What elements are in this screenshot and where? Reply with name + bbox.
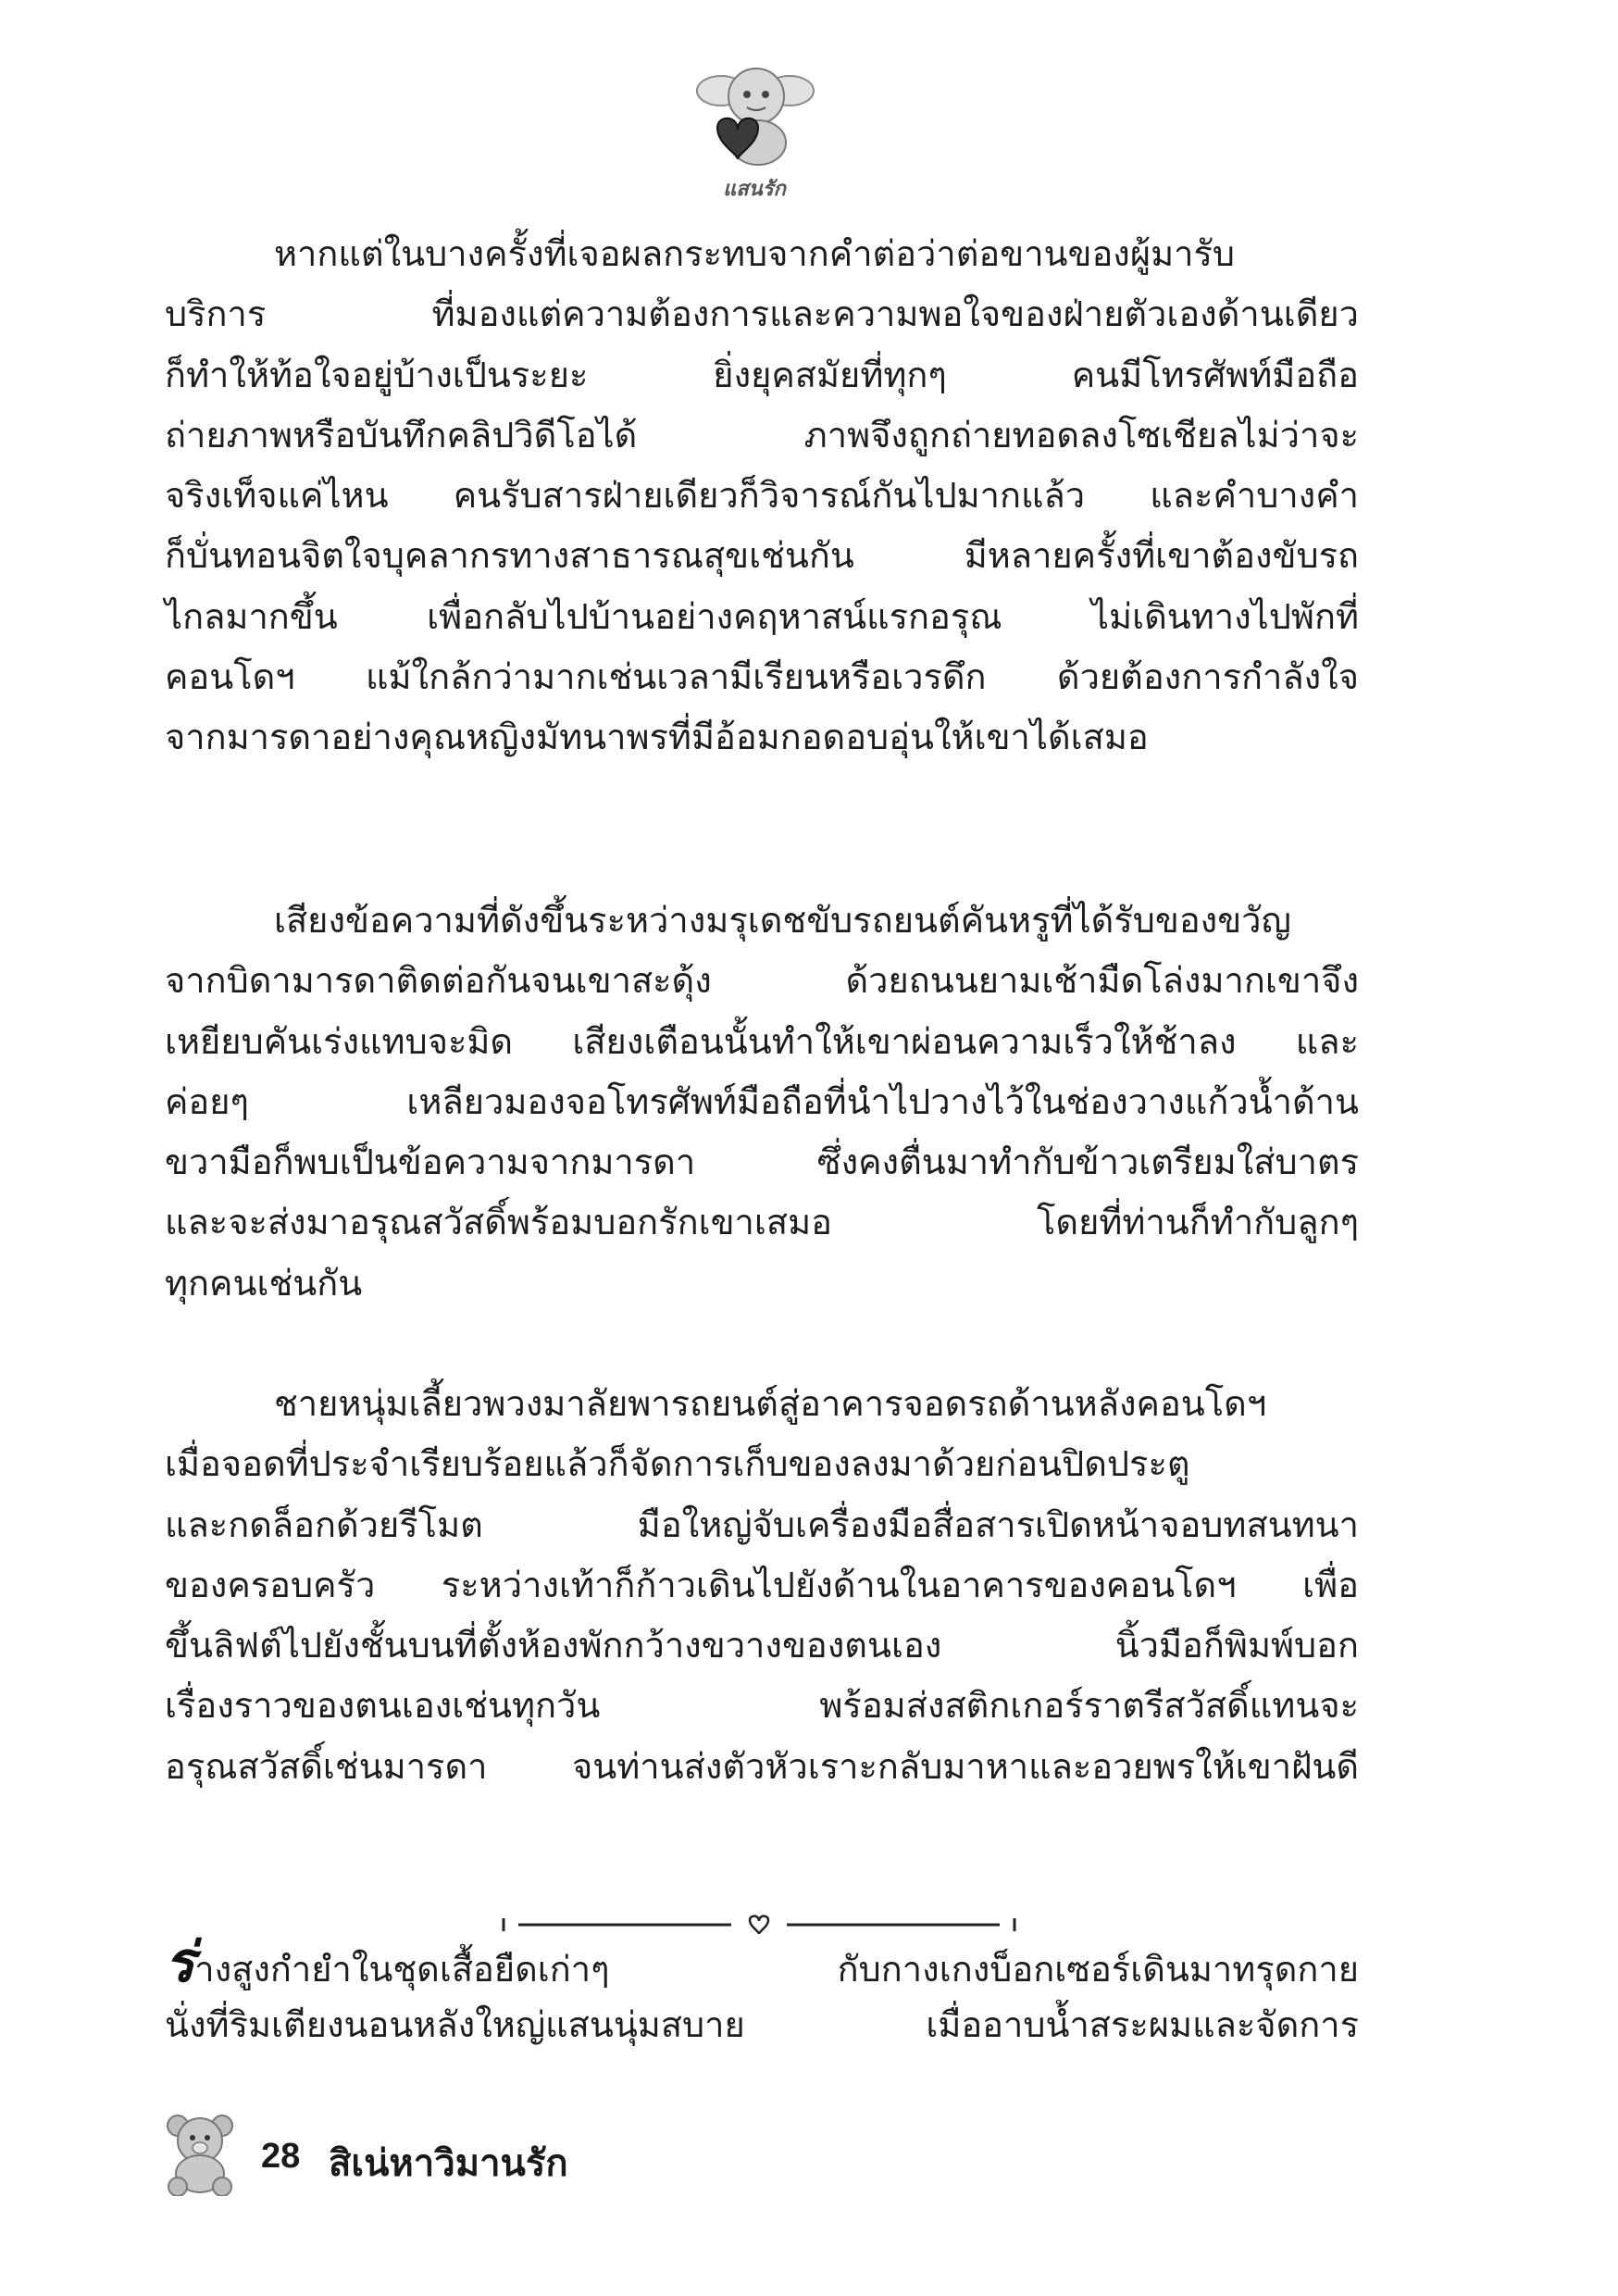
text-line: ของครอบครัว ระหว่างเท้าก็ก้าวเดินไปยังด้านในอาคารของคอนโดฯ เพื่อ	[165, 1564, 1359, 1605]
teddy-bear-icon	[157, 2113, 245, 2196]
text-line: เหยียบคันเร่งแทบจะมิด เสียงเตือนนั้นทำให้เขาผ่อนความเร็วให้ช้าลง และ	[165, 1020, 1359, 1062]
text-line: เมื่อจอดที่ประจำเรียบร้อยแล้วก็จัดการเก็บของลงมาด้วยก่อนปิดประตู	[165, 1443, 1190, 1485]
text-line: ทุกคนเช่นกัน	[165, 1262, 363, 1304]
paragraph-4	[165, 1930, 1359, 2056]
text-line: ค่อยๆ เหลียวมองจอโทรศัพท์มือถือที่นำไปวางไว้ในช่องวางแก้วน้ำด้าน	[165, 1080, 1359, 1122]
text-line: ถ่ายภาพหรือบันทึกคลิปวิดีโอได้ ภาพจึงถูกถ่ายทอดลงโซเชียลไม่ว่าจะ	[165, 414, 1359, 455]
text-line: หากแต่ในบางครั้งที่เจอผลกระทบจากคำต่อว่าต่อขานของผู้มารับ	[274, 233, 1236, 274]
page-footer	[157, 2113, 805, 2196]
text-line: ก็ทำให้ท้อใจอยู่บ้างเป็นระยะ ยิ่งยุคสมัยที่ทุกๆ คนมีโทรศัพท์มือถือ	[165, 354, 1359, 395]
text-line: ชายหนุ่มเลี้ยวพวงมาลัยพารถยนต์สู่อาคารจอดรถด้านหลังคอนโดฯ	[274, 1383, 1267, 1424]
header-logo	[690, 54, 819, 201]
text-line: ก็บั่นทอนจิตใจบุคลากรทางสาธารณสุขเช่นกัน มีหลายครั้งที่เขาต้องขับรถ	[165, 535, 1359, 577]
text-line: และกดล็อกด้วยรีโมต มือใหญ่จับเครื่องมือสื่อสารเปิดหน้าจอบทสนทนา	[165, 1504, 1359, 1545]
text-line: เรื่องราวของตนเองเช่นทุกวัน พร้อมส่งสติกเกอร์ราตรีสวัสดิ์แทนจะ	[165, 1685, 1359, 1727]
text-line: จากบิดามารดาติดต่อกันจนเขาสะดุ้ง ด้วยถนนยามเช้ามืดโล่งมากเขาจึง	[165, 960, 1359, 1002]
paragraph-1	[165, 224, 1359, 768]
text-line: คอนโดฯ แม้ใกล้กว่ามากเช่นเวลามีเรียนหรือเวรดึก ด้วยต้องการกำลังใจ	[165, 656, 1359, 698]
text-line: ขึ้นลิฟต์ไปยังชั้นบนที่ตั้งห้องพักกว้างขวางของตนเอง นิ้วมือก็พิมพ์บอก	[165, 1625, 1359, 1666]
cherub-heart-icon	[690, 54, 819, 174]
text-line: และจะส่งมาอรุณสวัสดิ์พร้อมบอกรักเขาเสมอ โดยที่ท่านก็ทำกับลูกๆ	[165, 1202, 1359, 1243]
text-line-rest: างสูงกำยำในชุดเสื้อยืดเก่าๆ กับกางเกงบ็อกเซอร์เดินมาทรุดกาย	[194, 1949, 1359, 1990]
text-line: อรุณสวัสดิ์เช่นมารดา จนท่านส่งตัวหัวเราะกลับมาหาและอวยพรให้เขาฝันดี	[165, 1745, 1359, 1787]
text-line: จากมารดาอย่างคุณหญิงมัทนาพรที่มีอ้อมกอดอบอุ่นให้เขาได้เสมอ	[165, 717, 1149, 758]
text-line: ไกลมากขึ้น เพื่อกลับไปบ้านอย่างคฤหาสน์แรกอรุณ ไม่เดินทางไปพักที่	[165, 595, 1359, 637]
book-title: สิเน่หาวิมานรัก	[329, 2142, 568, 2185]
logo-text: แสนรัก	[723, 178, 786, 201]
text-line: ขวามือก็พบเป็นข้อความจากมารดา ซึ่งคงตื่นมาทำกับข้าวเตรียมใส่บาตร	[165, 1142, 1359, 1183]
paragraph-2	[165, 891, 1359, 1314]
paragraph-3	[165, 1374, 1359, 1797]
text-line	[165, 1930, 1359, 1995]
text-line: เสียงข้อความที่ดังขึ้นระหว่างมรุเดชขับรถยนต์คันหรูที่ได้รับของขวัญ	[274, 900, 1291, 941]
text-line: บริการ ที่มองแต่ความต้องการและความพอใจของฝ่ายตัวเองด้านเดียว	[165, 293, 1359, 335]
drop-cap: ร่	[165, 1930, 195, 1995]
page-number: 28	[261, 2137, 301, 2176]
text-line: นั่งที่ริมเตียงนอนหลังใหญ่แสนนุ่มสบาย เมื่ออาบน้ำสระผมและจัดการ	[165, 2004, 1359, 2046]
text-line: จริงเท็จแค่ไหน คนรับสารฝ่ายเดียวก็วิจารณ์กันไปมากแล้ว และคำบางคำ	[165, 475, 1359, 517]
